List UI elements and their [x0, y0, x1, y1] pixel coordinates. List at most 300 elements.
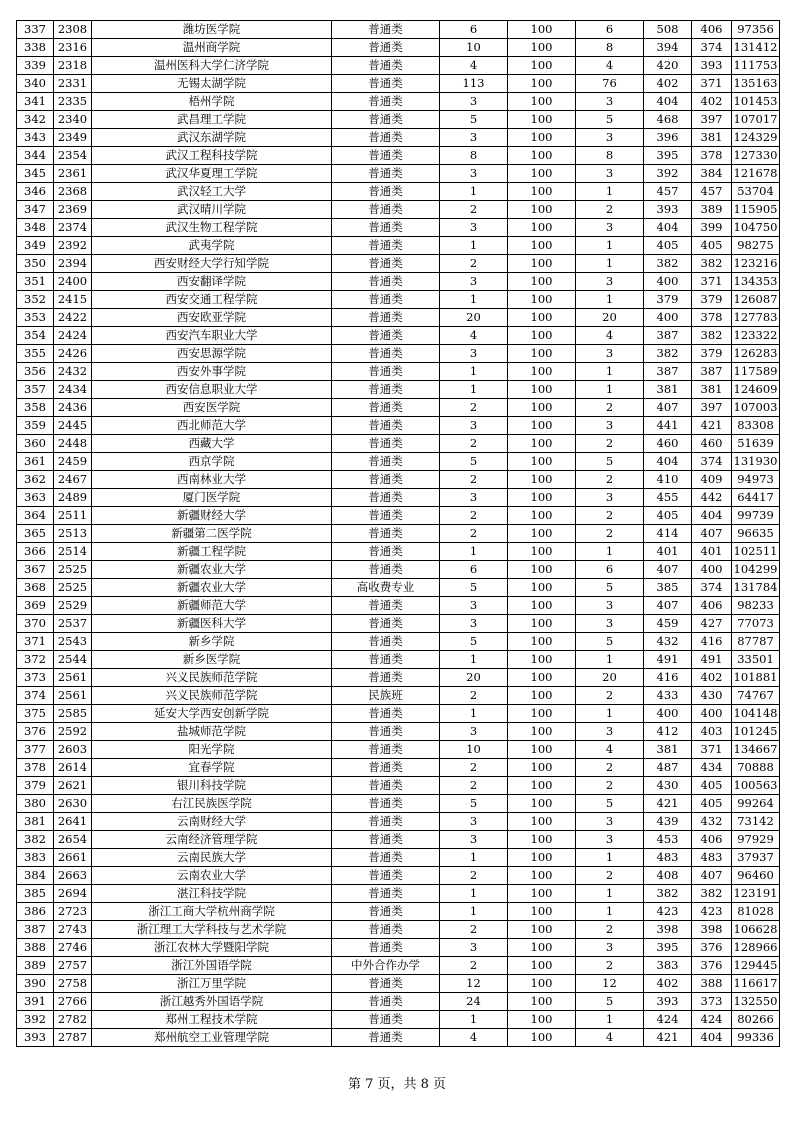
cell-min-score: 379 — [692, 291, 732, 309]
cell-max-score: 382 — [644, 885, 692, 903]
cell-school-code: 2514 — [54, 543, 92, 561]
cell-max-score: 508 — [644, 21, 692, 39]
cell-school-code: 2654 — [54, 831, 92, 849]
cell-row-number: 362 — [17, 471, 54, 489]
cell-admitted-count: 2 — [576, 507, 644, 525]
cell-row-number: 354 — [17, 327, 54, 345]
cell-school-name: 西北师范大学 — [92, 417, 332, 435]
cell-category: 普通类 — [332, 1011, 440, 1029]
cell-admitted-count: 2 — [576, 525, 644, 543]
cell-max-score: 392 — [644, 165, 692, 183]
cell-min-score: 374 — [692, 579, 732, 597]
cell-plan-count: 3 — [440, 939, 508, 957]
table-row — [17, 687, 780, 705]
cell-max-score: 455 — [644, 489, 692, 507]
cell-plan-count: 4 — [440, 327, 508, 345]
cell-max-score: 401 — [644, 543, 692, 561]
cell-min-score: 393 — [692, 57, 732, 75]
cell-school-code: 2537 — [54, 615, 92, 633]
cell-school-code: 2369 — [54, 201, 92, 219]
cell-admitted-count: 1 — [576, 363, 644, 381]
cell-min-score: 427 — [692, 615, 732, 633]
table-row — [17, 39, 780, 57]
table-row — [17, 489, 780, 507]
table-row — [17, 345, 780, 363]
table-row — [17, 597, 780, 615]
cell-plan-count: 2 — [440, 255, 508, 273]
cell-school-code: 2787 — [54, 1029, 92, 1047]
cell-max-score: 453 — [644, 831, 692, 849]
cell-school-code: 2489 — [54, 489, 92, 507]
cell-min-score: 424 — [692, 1011, 732, 1029]
cell-plan-count: 113 — [440, 75, 508, 93]
cell-admitted-count: 3 — [576, 939, 644, 957]
cell-category: 普通类 — [332, 327, 440, 345]
cell-max-score: 381 — [644, 741, 692, 759]
cell-plan-count: 1 — [440, 849, 508, 867]
cell-min-rank: 99264 — [732, 795, 780, 813]
cell-category: 普通类 — [332, 363, 440, 381]
cell-min-score: 373 — [692, 993, 732, 1011]
cell-max-score: 408 — [644, 867, 692, 885]
cell-min-score: 382 — [692, 327, 732, 345]
cell-plan-count: 6 — [440, 21, 508, 39]
cell-row-number: 380 — [17, 795, 54, 813]
cell-min-rank: 124609 — [732, 381, 780, 399]
cell-school-name: 云南民族大学 — [92, 849, 332, 867]
cell-category: 普通类 — [332, 705, 440, 723]
cell-max-score: 402 — [644, 75, 692, 93]
cell-plan-count: 1 — [440, 651, 508, 669]
table-row — [17, 147, 780, 165]
cell-row-number: 347 — [17, 201, 54, 219]
cell-plan-count: 3 — [440, 813, 508, 831]
cell-admitted-count: 6 — [576, 21, 644, 39]
cell-school-name: 郑州工程技术学院 — [92, 1011, 332, 1029]
cell-school-name: 武汉生物工程学院 — [92, 219, 332, 237]
cell-school-name: 阳光学院 — [92, 741, 332, 759]
cell-admitted-count: 1 — [576, 1011, 644, 1029]
cell-school-code: 2308 — [54, 21, 92, 39]
cell-admitted-count: 3 — [576, 417, 644, 435]
table-row — [17, 849, 780, 867]
cell-row-number: 373 — [17, 669, 54, 687]
cell-max-score: 421 — [644, 795, 692, 813]
cell-plan-count: 12 — [440, 975, 508, 993]
cell-max-score: 383 — [644, 957, 692, 975]
cell-min-rank: 33501 — [732, 651, 780, 669]
cell-min-rank: 131412 — [732, 39, 780, 57]
cell-admitted-count: 1 — [576, 543, 644, 561]
cell-school-code: 2368 — [54, 183, 92, 201]
cell-admitted-count: 8 — [576, 147, 644, 165]
cell-min-score: 381 — [692, 381, 732, 399]
cell-category: 普通类 — [332, 723, 440, 741]
table-row — [17, 327, 780, 345]
table-row — [17, 435, 780, 453]
cell-max-score: 402 — [644, 975, 692, 993]
cell-category: 普通类 — [332, 975, 440, 993]
table-row — [17, 957, 780, 975]
cell-min-rank: 83308 — [732, 417, 780, 435]
cell-category: 普通类 — [332, 597, 440, 615]
cell-category: 普通类 — [332, 165, 440, 183]
cell-row-number: 350 — [17, 255, 54, 273]
cell-plan-count: 4 — [440, 1029, 508, 1047]
cell-row-number: 374 — [17, 687, 54, 705]
cell-school-code: 2621 — [54, 777, 92, 795]
cell-ratio: 100 — [508, 615, 576, 633]
cell-min-score: 374 — [692, 453, 732, 471]
cell-min-score: 400 — [692, 561, 732, 579]
cell-admitted-count: 5 — [576, 795, 644, 813]
cell-admitted-count: 2 — [576, 957, 644, 975]
cell-ratio: 100 — [508, 957, 576, 975]
cell-max-score: 416 — [644, 669, 692, 687]
cell-admitted-count: 2 — [576, 867, 644, 885]
cell-plan-count: 2 — [440, 687, 508, 705]
cell-max-score: 395 — [644, 939, 692, 957]
cell-school-code: 2529 — [54, 597, 92, 615]
cell-ratio: 100 — [508, 363, 576, 381]
cell-school-name: 浙江越秀外国语学院 — [92, 993, 332, 1011]
cell-school-name: 武昌理工学院 — [92, 111, 332, 129]
cell-category: 普通类 — [332, 543, 440, 561]
table-row — [17, 615, 780, 633]
cell-school-code: 2561 — [54, 687, 92, 705]
cell-plan-count: 3 — [440, 615, 508, 633]
cell-school-code: 2694 — [54, 885, 92, 903]
cell-admitted-count: 3 — [576, 345, 644, 363]
cell-ratio: 100 — [508, 93, 576, 111]
cell-min-rank: 101881 — [732, 669, 780, 687]
cell-ratio: 100 — [508, 255, 576, 273]
cell-admitted-count: 3 — [576, 129, 644, 147]
cell-ratio: 100 — [508, 669, 576, 687]
cell-category: 普通类 — [332, 417, 440, 435]
cell-min-score: 376 — [692, 939, 732, 957]
cell-admitted-count: 12 — [576, 975, 644, 993]
cell-max-score: 414 — [644, 525, 692, 543]
cell-category: 普通类 — [332, 1029, 440, 1047]
table-row — [17, 777, 780, 795]
cell-category: 普通类 — [332, 669, 440, 687]
table-row — [17, 903, 780, 921]
cell-min-rank: 81028 — [732, 903, 780, 921]
cell-min-rank: 102511 — [732, 543, 780, 561]
cell-min-score: 406 — [692, 597, 732, 615]
cell-school-name: 无锡太湖学院 — [92, 75, 332, 93]
cell-min-rank: 116617 — [732, 975, 780, 993]
cell-ratio: 100 — [508, 633, 576, 651]
cell-max-score: 382 — [644, 255, 692, 273]
cell-row-number: 339 — [17, 57, 54, 75]
cell-plan-count: 1 — [440, 291, 508, 309]
cell-max-score: 382 — [644, 345, 692, 363]
cell-min-rank: 87787 — [732, 633, 780, 651]
cell-category: 普通类 — [332, 75, 440, 93]
table-row — [17, 993, 780, 1011]
cell-school-code: 2603 — [54, 741, 92, 759]
cell-school-name: 郑州航空工业管理学院 — [92, 1029, 332, 1047]
cell-ratio: 100 — [508, 651, 576, 669]
cell-min-score: 416 — [692, 633, 732, 651]
table-row — [17, 651, 780, 669]
cell-category: 普通类 — [332, 561, 440, 579]
cell-min-rank: 64417 — [732, 489, 780, 507]
cell-min-score: 388 — [692, 975, 732, 993]
cell-max-score: 381 — [644, 381, 692, 399]
cell-row-number: 364 — [17, 507, 54, 525]
cell-plan-count: 20 — [440, 669, 508, 687]
cell-ratio: 100 — [508, 777, 576, 795]
cell-min-score: 398 — [692, 921, 732, 939]
cell-school-code: 2400 — [54, 273, 92, 291]
cell-min-rank: 123191 — [732, 885, 780, 903]
cell-school-name: 湛江科技学院 — [92, 885, 332, 903]
cell-school-code: 2661 — [54, 849, 92, 867]
cell-category: 普通类 — [332, 93, 440, 111]
table-row — [17, 111, 780, 129]
cell-school-code: 2394 — [54, 255, 92, 273]
cell-min-rank: 127330 — [732, 147, 780, 165]
cell-min-score: 406 — [692, 21, 732, 39]
cell-category: 普通类 — [332, 903, 440, 921]
cell-school-code: 2511 — [54, 507, 92, 525]
cell-row-number: 359 — [17, 417, 54, 435]
cell-school-name: 盐城师范学院 — [92, 723, 332, 741]
cell-school-code: 2349 — [54, 129, 92, 147]
cell-category: 中外合作办学 — [332, 957, 440, 975]
cell-max-score: 483 — [644, 849, 692, 867]
cell-school-code: 2467 — [54, 471, 92, 489]
cell-school-name: 西安医学院 — [92, 399, 332, 417]
cell-school-name: 新疆农业大学 — [92, 579, 332, 597]
cell-ratio: 100 — [508, 201, 576, 219]
cell-admitted-count: 8 — [576, 39, 644, 57]
cell-admitted-count: 1 — [576, 255, 644, 273]
cell-ratio: 100 — [508, 219, 576, 237]
cell-ratio: 100 — [508, 309, 576, 327]
cell-min-rank: 70888 — [732, 759, 780, 777]
cell-school-code: 2513 — [54, 525, 92, 543]
cell-row-number: 366 — [17, 543, 54, 561]
cell-row-number: 389 — [17, 957, 54, 975]
cell-school-code: 2434 — [54, 381, 92, 399]
cell-max-score: 393 — [644, 201, 692, 219]
cell-school-code: 2758 — [54, 975, 92, 993]
cell-min-score: 407 — [692, 525, 732, 543]
cell-category: 普通类 — [332, 741, 440, 759]
cell-category: 普通类 — [332, 939, 440, 957]
cell-row-number: 365 — [17, 525, 54, 543]
cell-school-name: 云南经济管理学院 — [92, 831, 332, 849]
cell-admitted-count: 3 — [576, 219, 644, 237]
cell-row-number: 371 — [17, 633, 54, 651]
cell-min-score: 387 — [692, 363, 732, 381]
cell-min-rank: 80266 — [732, 1011, 780, 1029]
cell-min-score: 407 — [692, 867, 732, 885]
cell-school-name: 新疆第二医学院 — [92, 525, 332, 543]
cell-plan-count: 2 — [440, 507, 508, 525]
cell-plan-count: 2 — [440, 435, 508, 453]
cell-row-number: 351 — [17, 273, 54, 291]
cell-min-rank: 101453 — [732, 93, 780, 111]
cell-min-score: 457 — [692, 183, 732, 201]
cell-plan-count: 3 — [440, 93, 508, 111]
cell-row-number: 375 — [17, 705, 54, 723]
cell-min-score: 404 — [692, 1029, 732, 1047]
cell-admitted-count: 2 — [576, 687, 644, 705]
cell-ratio: 100 — [508, 327, 576, 345]
cell-max-score: 396 — [644, 129, 692, 147]
cell-category: 普通类 — [332, 273, 440, 291]
cell-plan-count: 1 — [440, 1011, 508, 1029]
cell-min-score: 405 — [692, 777, 732, 795]
cell-plan-count: 5 — [440, 111, 508, 129]
table-row — [17, 507, 780, 525]
cell-min-score: 382 — [692, 255, 732, 273]
cell-school-name: 银川科技学院 — [92, 777, 332, 795]
table-row — [17, 471, 780, 489]
cell-ratio: 100 — [508, 867, 576, 885]
cell-school-code: 2743 — [54, 921, 92, 939]
cell-min-rank: 131784 — [732, 579, 780, 597]
table-row — [17, 975, 780, 993]
cell-min-rank: 98275 — [732, 237, 780, 255]
cell-min-rank: 98233 — [732, 597, 780, 615]
cell-ratio: 100 — [508, 147, 576, 165]
cell-min-rank: 77073 — [732, 615, 780, 633]
cell-min-score: 434 — [692, 759, 732, 777]
cell-school-name: 武汉晴川学院 — [92, 201, 332, 219]
cell-row-number: 372 — [17, 651, 54, 669]
table-row — [17, 633, 780, 651]
cell-min-rank: 106628 — [732, 921, 780, 939]
cell-min-score: 382 — [692, 885, 732, 903]
cell-max-score: 379 — [644, 291, 692, 309]
cell-min-score: 371 — [692, 75, 732, 93]
cell-category: 普通类 — [332, 885, 440, 903]
cell-ratio: 100 — [508, 705, 576, 723]
table-row — [17, 579, 780, 597]
cell-row-number: 379 — [17, 777, 54, 795]
cell-school-name: 西安外事学院 — [92, 363, 332, 381]
cell-min-score: 491 — [692, 651, 732, 669]
cell-school-name: 浙江工商大学杭州商学院 — [92, 903, 332, 921]
cell-plan-count: 3 — [440, 597, 508, 615]
cell-category: 普通类 — [332, 291, 440, 309]
cell-min-rank: 99336 — [732, 1029, 780, 1047]
cell-plan-count: 3 — [440, 165, 508, 183]
cell-admitted-count: 20 — [576, 309, 644, 327]
cell-min-score: 403 — [692, 723, 732, 741]
cell-school-name: 右江民族医学院 — [92, 795, 332, 813]
cell-plan-count: 2 — [440, 471, 508, 489]
cell-school-code: 2561 — [54, 669, 92, 687]
cell-min-score: 399 — [692, 219, 732, 237]
cell-plan-count: 1 — [440, 885, 508, 903]
cell-admitted-count: 4 — [576, 741, 644, 759]
cell-max-score: 398 — [644, 921, 692, 939]
cell-ratio: 100 — [508, 381, 576, 399]
cell-school-name: 梧州学院 — [92, 93, 332, 111]
cell-admitted-count: 4 — [576, 1029, 644, 1047]
cell-plan-count: 2 — [440, 399, 508, 417]
cell-ratio: 100 — [508, 237, 576, 255]
cell-school-name: 新疆师范大学 — [92, 597, 332, 615]
cell-ratio: 100 — [508, 399, 576, 417]
cell-ratio: 100 — [508, 525, 576, 543]
cell-school-name: 新疆工程学院 — [92, 543, 332, 561]
cell-school-name: 温州医科大学仁济学院 — [92, 57, 332, 75]
cell-min-rank: 53704 — [732, 183, 780, 201]
table-row — [17, 723, 780, 741]
table-row — [17, 183, 780, 201]
table-row — [17, 525, 780, 543]
cell-plan-count: 4 — [440, 57, 508, 75]
cell-row-number: 352 — [17, 291, 54, 309]
cell-min-rank: 74767 — [732, 687, 780, 705]
cell-min-score: 401 — [692, 543, 732, 561]
cell-min-score: 406 — [692, 831, 732, 849]
cell-max-score: 407 — [644, 399, 692, 417]
cell-min-score: 378 — [692, 147, 732, 165]
cell-min-rank: 104750 — [732, 219, 780, 237]
cell-category: 普通类 — [332, 435, 440, 453]
cell-max-score: 487 — [644, 759, 692, 777]
cell-row-number: 355 — [17, 345, 54, 363]
cell-plan-count: 3 — [440, 723, 508, 741]
cell-max-score: 439 — [644, 813, 692, 831]
cell-school-code: 2361 — [54, 165, 92, 183]
cell-category: 普通类 — [332, 993, 440, 1011]
cell-ratio: 100 — [508, 759, 576, 777]
cell-min-score: 402 — [692, 669, 732, 687]
cell-ratio: 100 — [508, 795, 576, 813]
cell-row-number: 356 — [17, 363, 54, 381]
table-row — [17, 273, 780, 291]
cell-school-name: 潍坊医学院 — [92, 21, 332, 39]
cell-school-name: 新疆农业大学 — [92, 561, 332, 579]
cell-school-code: 2335 — [54, 93, 92, 111]
cell-min-score: 409 — [692, 471, 732, 489]
cell-plan-count: 10 — [440, 741, 508, 759]
cell-admitted-count: 5 — [576, 993, 644, 1011]
cell-row-number: 344 — [17, 147, 54, 165]
cell-admitted-count: 3 — [576, 93, 644, 111]
cell-school-code: 2766 — [54, 993, 92, 1011]
cell-school-name: 宜春学院 — [92, 759, 332, 777]
cell-category: 普通类 — [332, 867, 440, 885]
cell-min-score: 376 — [692, 957, 732, 975]
cell-ratio: 100 — [508, 39, 576, 57]
cell-school-code: 2316 — [54, 39, 92, 57]
cell-school-code: 2782 — [54, 1011, 92, 1029]
cell-ratio: 100 — [508, 165, 576, 183]
table-row — [17, 1011, 780, 1029]
cell-plan-count: 5 — [440, 633, 508, 651]
cell-school-name: 兴义民族师范学院 — [92, 669, 332, 687]
table-row — [17, 129, 780, 147]
cell-school-code: 2544 — [54, 651, 92, 669]
cell-admitted-count: 2 — [576, 921, 644, 939]
cell-min-score: 397 — [692, 399, 732, 417]
cell-max-score: 460 — [644, 435, 692, 453]
cell-min-rank: 134667 — [732, 741, 780, 759]
cell-row-number: 343 — [17, 129, 54, 147]
cell-ratio: 100 — [508, 129, 576, 147]
